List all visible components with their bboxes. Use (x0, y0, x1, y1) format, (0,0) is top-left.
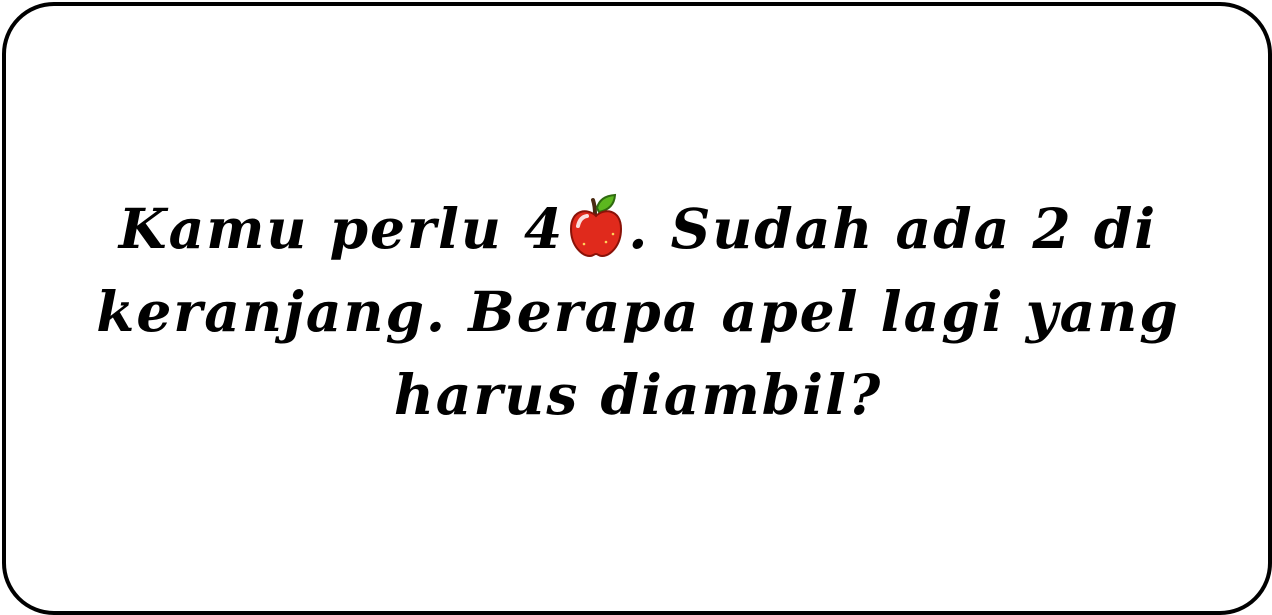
question-text-start: Kamu perlu 4 (118, 196, 565, 261)
question-text (66, 187, 1210, 436)
apple-icon (568, 192, 624, 258)
question-text-end: . Sudah ada 2 di keranjang. Berapa apel lagi yang harus diambil? (96, 196, 1180, 427)
question-card (2, 2, 1272, 615)
